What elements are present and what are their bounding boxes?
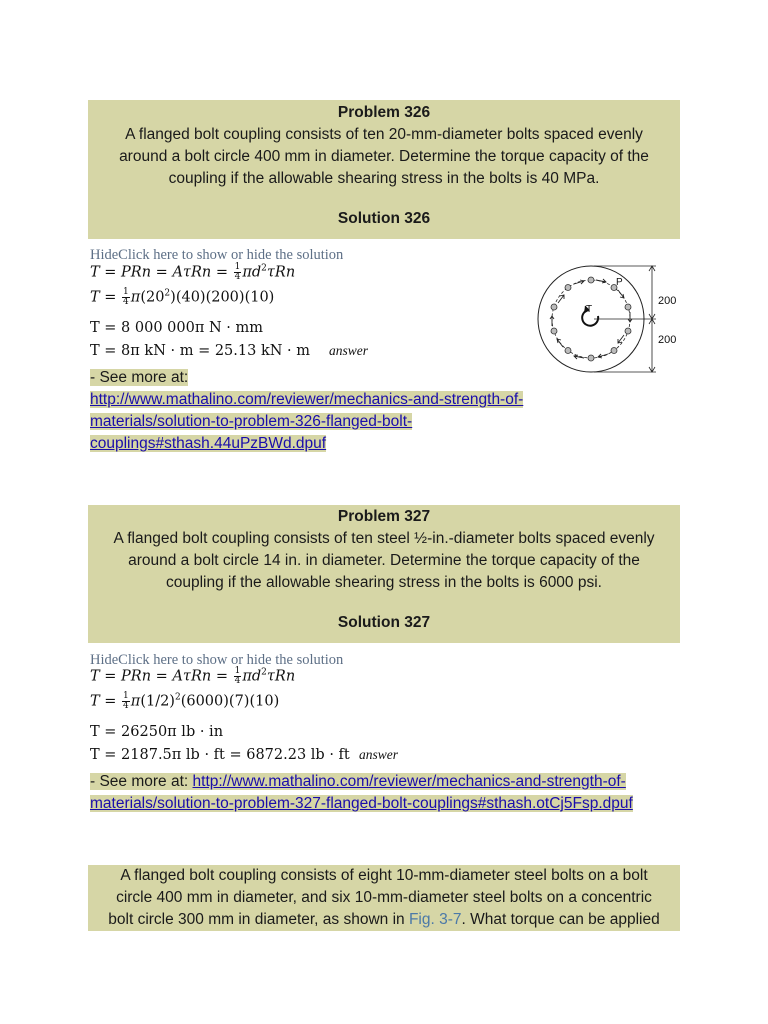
problem-328-text-1: A flanged bolt coupling consists of eight 10-mm-diameter steel bolts on a bolt [120, 867, 648, 884]
link-326-line-1: http://www.mathalino.com/reviewer/mechanics-and-strength-of- [90, 391, 524, 408]
problem-328-text-2: circle 400 mm in diameter, and six 10-mm-diameter steel bolts on a concentric [116, 889, 652, 906]
solution-326-eq-4: T = 8π kN · m = 25.13 kN · m [90, 343, 310, 359]
link-326-line-3: couplings#sthash.44uPzBWd.dpuf [90, 435, 327, 452]
solution-326-eq-2: T = $\frac{1}{4}$ $\pi(20^2)(40)(200)(10)$ [90, 287, 275, 307]
solution-326-eq-1: T = PRn = AτRn = $\frac{1}{4}$ $\pi d^2\tau Rn$ [90, 262, 296, 282]
solution-327-toggle[interactable]: HideClick here to show or hide the solution [90, 652, 344, 668]
link-326-line-2: materials/solution-to-problem-326-flanged-bolt- [90, 413, 413, 430]
problem-328-text-3 [88, 909, 680, 931]
torque-label-t: T [586, 304, 593, 315]
solution-326-title: Solution 326 [337, 210, 431, 227]
see-more-label-327: - See more at: [90, 773, 193, 790]
solution-326-see-more [90, 367, 523, 455]
problem-326-title: Problem 326 [337, 104, 431, 121]
solution-326-answer-label: answer [329, 343, 369, 358]
problem-328-text-3b: . What torque can be applied [461, 911, 660, 928]
solution-327-eq-2: T = $\frac{1}{4}$ $\pi(1/2)^2(6000)(7)(10)$ [90, 691, 280, 711]
solution-327-see-more [90, 771, 633, 815]
link-327-line-2: materials/solution-to-problem-327-flanged-bolt-couplings#sthash.otCj5Fsp.dpuf [90, 795, 633, 812]
see-more-label-326: - See more at: [90, 369, 189, 386]
problem-326-text-3: coupling if the allowable shearing stress in the bolts is 40 MPa. [168, 170, 600, 187]
problem-327-title: Problem 327 [337, 508, 431, 525]
problem-327-text-2: around a bolt circle 14 in. in diameter. Determine the torque capacity of the [128, 552, 640, 569]
problem-326-box [88, 100, 680, 239]
solution-327-eq-4: T = 2187.5π lb · ft = 6872.23 lb · ft [90, 747, 350, 763]
problem-328-box [88, 865, 680, 931]
problem-328-text-3a: bolt circle 300 mm in diameter, as shown in [108, 911, 409, 928]
problem-327-box [88, 505, 680, 643]
problem-326-text-2: around a bolt circle 400 mm in diameter. Determine the torque capacity of the [119, 148, 649, 165]
dimension-bottom-label: 200 [658, 334, 677, 346]
solution-327-title: Solution 327 [337, 614, 431, 631]
solution-326-eq-3: T = 8 000 000π N · mm [90, 320, 263, 336]
fig-3-7-link[interactable]: Fig. 3-7 [408, 911, 462, 928]
solution-327-eq-3: T = 26250π lb · in [90, 724, 224, 740]
problem-327-text-3: coupling if the allowable shearing stress in the bolts is 6000 psi. [166, 574, 602, 591]
problem-327-text-1: A flanged bolt coupling consists of ten steel ½-in.-diameter bolts spaced evenly [113, 530, 655, 547]
problem-326-text-1: A flanged bolt coupling consists of ten 20-mm-diameter bolts spaced evenly [125, 126, 643, 143]
bolt-coupling-figure [536, 262, 684, 376]
mathalino-link-326[interactable] [90, 391, 523, 452]
link-327-line-1: http://www.mathalino.com/reviewer/mechanics-and-strength-of- [192, 773, 626, 790]
dimension-top-label: 200 [658, 295, 677, 307]
force-label-p: P [616, 277, 623, 288]
solution-327-answer-label: answer [359, 747, 399, 762]
solution-326-toggle[interactable]: HideClick here to show or hide the solution [90, 247, 344, 263]
solution-327-eq-1: T = PRn = AτRn = $\frac{1}{4}$ $\pi d^2\tau Rn$ [90, 666, 296, 686]
